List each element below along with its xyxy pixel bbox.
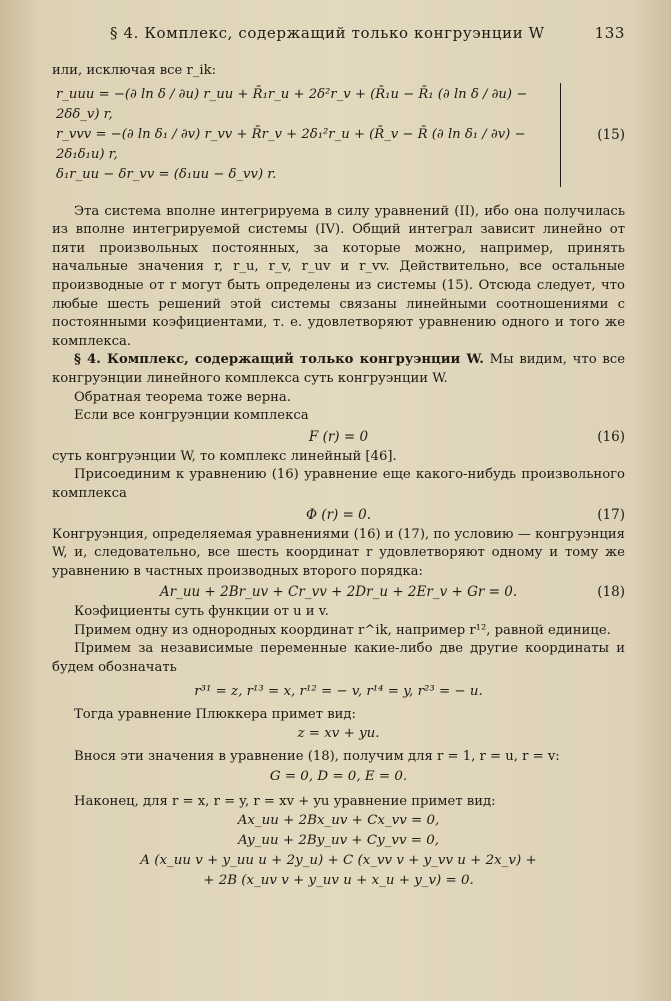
final-equation-3: A (x_uu v + y_uu u + 2y_u) + C (x_vv v + y_vv u + 2x_v) + [140,853,537,869]
intro-line: или, исключая все r_ik: [52,63,217,78]
equation-18-text: Ar_uu + 2Br_uv + Cr_vv + 2Dr_u + 2Er_v + Gr = 0. [159,584,518,601]
page-number: 133 [594,24,625,42]
section-heading: § 4. Комплекс, содержащий только конгруэнции W. [74,352,484,368]
final-system [52,811,625,891]
paragraph-6: Присоединим к уравнению (16) уравнение еще какого-нибудь произвольного комплекса [52,467,625,501]
values-line: G = 0, D = 0, E = 0. [269,768,408,784]
paragraph-5: суть конгруэнции W, то комплекс линейный [46]. [52,448,397,464]
paragraph-10: Примем за независимые переменные какие-либо две другие координаты и будем обозначать [52,641,625,676]
equation-number-15: (15) [597,126,625,143]
equation-16 [52,426,625,448]
equation-18 [52,581,625,603]
paragraph-2 [52,351,625,388]
system-15-line-1: r_uuu = −(∂ ln δ / ∂u) r_uu + R̄₁r_u + 2δ²r_v + (R̄₁u − R̄₁ (∂ ln δ / ∂u) − 2δδ_v) r, [56,86,528,122]
paragraph-2-text: Мы видим, что все конгруэнции линейного комплекса суть конгруэнции W. [52,352,625,386]
paragraph-1: Эта система вполне интегрируема в силу уравнений (II), ибо она получилась из вполне интегрируемой системы (IV). Общий интеграл зависит линейно от пяти произвольных постоянных, за которые можно, например, принять начальные значения r, r_u, r_v, r_uv и r_vv. Действительно, все остальные производные от r могут быть определены из системы (15). Отсюда следует, что любые шесть решений этой системы связаны линейными соотношениями с постоянными коэфициентами, т. е. удовлетворяют уравнению одного и того же комплекса. [52,203,625,349]
system-15-line-2: r_vvv = −(∂ ln δ₁ / ∂v) r_vv + R̄r_v + 2δ₁²r_u + (R̄_v − R̄ (∂ ln δ₁ / ∂v) − 2δ₁δ₁u) r, [56,126,526,162]
paragraph-8: Коэфициенты суть функции от u и v. [74,604,329,620]
equation-number-18: (18) [597,584,625,601]
equation-17 [52,504,625,526]
running-head [52,24,625,42]
coordinates-line: r³¹ = z, r¹³ = x, r¹² = − v, r¹⁴ = y, r²³ = − u. [194,683,483,699]
equation-16-text: F (r) = 0 [308,428,369,445]
equation-17-text: Φ (r) = 0. [305,506,372,523]
equation-number-16: (16) [597,428,625,445]
system-15-line-3: δ₁r_uu − δr_vv = (δ₁uu − δ_vv) r. [56,166,277,182]
final-equation-4: + 2B (x_uv v + y_uv u + x_u + y_v) = 0. [203,873,474,889]
equation-number-17: (17) [597,506,625,523]
paragraph-9: Примем одну из однородных координат r^ik, например r¹², равной единице. [74,622,611,638]
paragraph-13: Наконец, для r = x, r = y, r = xv + yu уравнение примет вид: [74,793,496,809]
paragraph-3: Обратная теорема тоже верна. [74,389,291,405]
final-equation-1: Ax_uu + 2Bx_uv + Cx_vv = 0, [237,813,440,829]
final-equation-2: Ay_uu + 2By_uv + Cy_vv = 0, [237,833,440,849]
paragraph-12: Внося эти значения в уравнение (18), получим для r = 1, r = u, r = v: [74,749,560,765]
running-title: § 4. Комплекс, содержащий только конгруэнции W [110,24,545,42]
system-15 [52,83,625,187]
paragraph-7: Конгруэнция, определяемая уравнениями (16) и (17), по условию — конгруэнция W, и, следовательно, все шесть координат r удовлетворяют одному и тому же уравнению в частных производных второго порядка: [52,526,625,579]
paragraph-4: Если все конгруэнции комплекса [74,408,309,424]
plucker-equation: z = xv + yu. [297,726,380,742]
paragraph-11: Тогда уравнение Плюккера примет вид: [74,706,356,722]
